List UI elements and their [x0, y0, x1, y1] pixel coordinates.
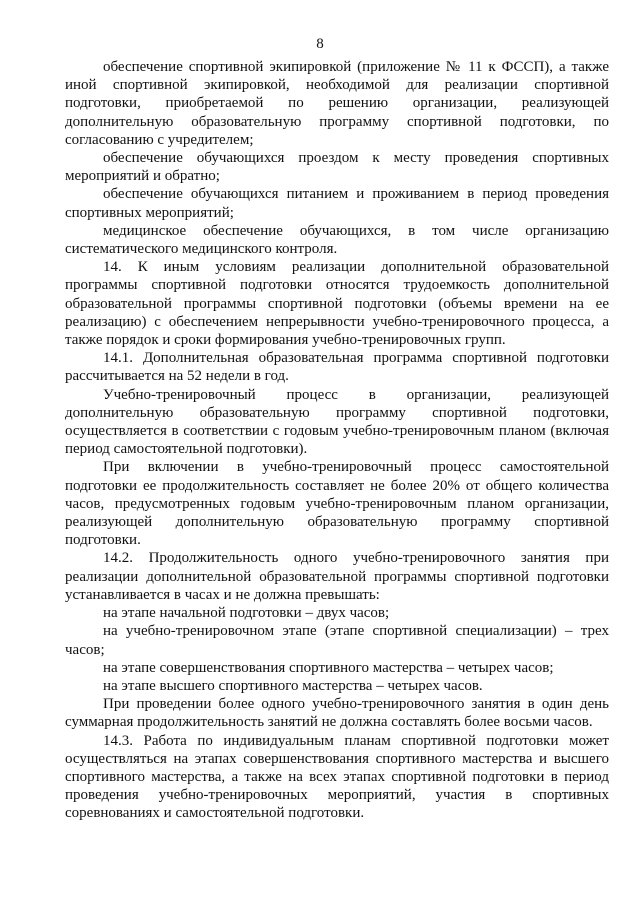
list-item-training-stage: на учебно-тренировочном этапе (этапе спортивной специализации) – трех часов; — [65, 623, 609, 658]
paragraph-section-14-3: 14.3. Работа по индивидуальным планам спортивной подготовки может осуществляться на этапах совершенствования спортивного мастерства и высшего спортивного мастерства, а также на всех этапах спортивной подготовки в период проведения учебно-тренировочных мероприятий, участия в спортивных соревнованиях и самостоятельной подготовки. — [65, 732, 609, 822]
list-item-higher-stage: на этапе высшего спортивного мастерства – четырех часов. — [103, 677, 483, 694]
paragraph-section-14: 14. К иным условиям реализации дополнительной образовательной программы спортивной подготовки относятся трудоемкость дополнительной образовательной программы спортивной подготовки (объемы времени на ее реализацию) с обеспечением непрерывности учебно-тренировочного процесса, а также порядок и сроки формирования учебно-тренировочных групп. — [65, 259, 609, 349]
paragraph-daily-limit: При проведении более одного учебно-тренировочного занятия в один день суммарная продолжительность занятий не должна составлять более восьми часов. — [65, 696, 609, 731]
list-item-initial-stage: на этапе начальной подготовки – двух часов; — [103, 605, 390, 622]
paragraph-self-training: При включении в учебно-тренировочный процесс самостоятельной подготовки ее продолжительность составляет не более 20% от общего количества часов, предусмотренных годовым учебно-тренировочным планом организации, реализующей дополнительную образовательную программу спортивной подготовки. — [65, 459, 609, 549]
paragraph-medical: медицинское обеспечение обучающихся, в том числе организацию систематического медицинского контроля. — [65, 222, 609, 258]
document-body — [65, 58, 609, 823]
paragraph-food-lodging: обеспечение обучающихся питанием и проживанием в период проведения спортивных мероприятий; — [65, 186, 609, 221]
paragraph-training-process: Учебно-тренировочный процесс в организации, реализующей дополнительную образовательную программу спортивной подготовки, осуществляется в соответствии с годовым учебно-тренировочным планом (включая период самостоятельной подготовки). — [65, 386, 609, 458]
page-number: 8 — [316, 36, 324, 52]
paragraph-equipment: обеспечение спортивной экипировкой (приложение № 11 к ФССП), а также иной спортивной экипировкой, необходимой для реализации спортивной подготовки, приобретаемой по решению организации, реализующей дополнительную образовательную программу спортивной подготовки, по согласованию с учредителем; — [65, 59, 609, 148]
list-item-improvement-stage: на этапе совершенствования спортивного мастерства – четырех часов; — [103, 659, 554, 676]
paragraph-travel: обеспечение обучающихся проездом к месту проведения спортивных мероприятий и обратно; — [65, 150, 609, 185]
paragraph-section-14-2: 14.2. Продолжительность одного учебно-тренировочного занятия при реализации дополнительной образовательной программы спортивной подготовки устанавливается в часах и не должна превышать: — [65, 550, 609, 603]
paragraph-section-14-1: 14.1. Дополнительная образовательная программа спортивной подготовки рассчитывается на 52 недели в год. — [65, 350, 609, 385]
